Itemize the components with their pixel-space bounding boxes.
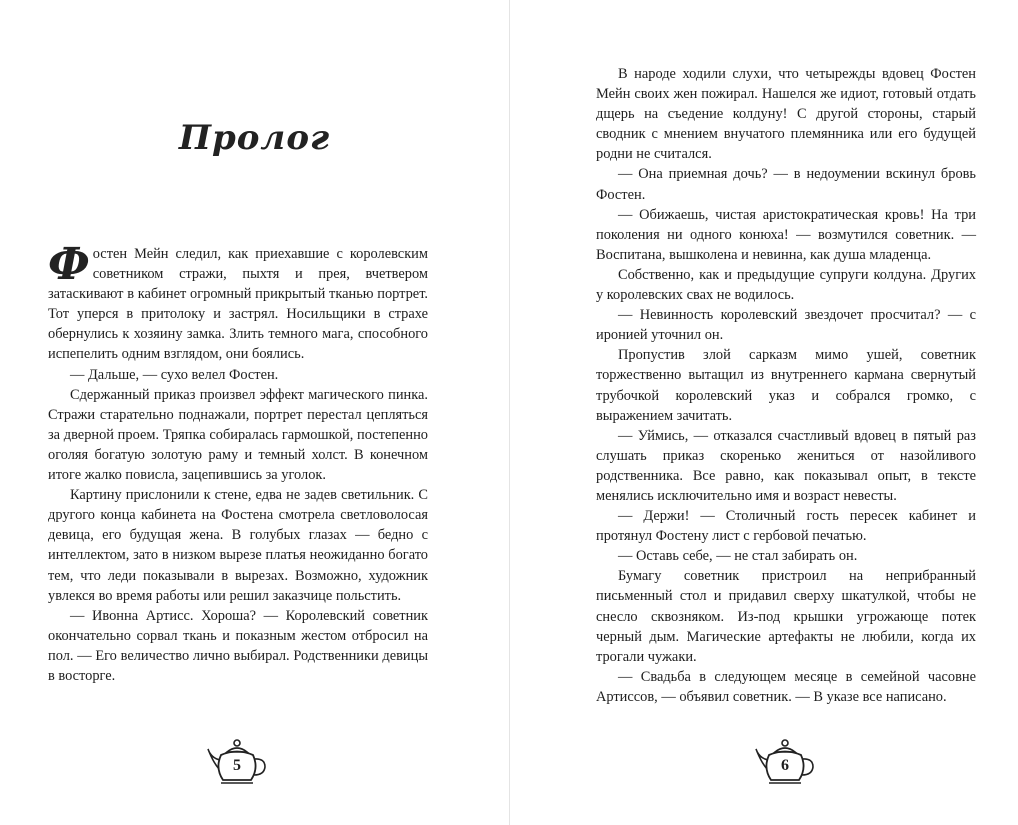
left-page-text (48, 239, 428, 686)
paragraph: Пропустив злой сарказм мимо ушей, советник торжественно вытащил из внутреннего кармана свернутый трубочкой королевский указ и собрался громко, с выражением зачитать. (596, 347, 976, 424)
paragraph: — Оставь себе, — не стал забирать он. (618, 548, 858, 565)
paragraph: — Свадьба в следующем месяце в семейной часовне Артиссов, — объявил советник. — В указе все написано. (596, 668, 976, 705)
page-number-ornament (753, 738, 817, 786)
page-number-ornament (205, 738, 269, 786)
right-page (510, 0, 1018, 825)
paragraph: Бумагу советник пристроил на неприбранный письменный стол и придавил сверху шкатулкой, чтобы не снесло сквозняком. Из-под крышки угрожающе потек черный дым. Магические артефакты не любили, когда их трогали чужаки. (596, 568, 976, 665)
paragraph: — Держи! — Столичный гость пересек кабинет и протянул Фостену лист с гербовой печатью. (596, 508, 976, 545)
paragraph: — Она приемная дочь? — в недоумении вскинул бровь Фостен. (596, 166, 976, 203)
paragraph: — Дальше, — сухо велел Фостен. (70, 366, 279, 383)
page-number: 5 (233, 757, 241, 774)
drop-cap: Ф (48, 239, 90, 290)
page-number: 6 (781, 757, 789, 774)
paragraph: Картину прислонили к стене, едва не задев светильник. С другого конца кабинета на Фостена смотрела светловолосая девица, его будущая жена. В голубых глазах — бедно с интеллектом, зато в низком вырезе платья неожиданно богато тем, что леди показывали в вырезах. Возможно, художник увлекся во время работы или решил заказчице польстить. (48, 487, 428, 604)
paragraph: — Уймись, — отказался счастливый вдовец в пятый раз слушать приказ скоренько жениться от назойливого родственника. Все равно, как показывал опыт, в тексте менялись исключительно имя и возраст невесты. (596, 427, 976, 504)
paragraph: — Обижаешь, чистая аристократическая кровь! На три поколения ни одного конюха! — возмутился советник. — Воспитана, вышколена и невинна, как душа младенца. (596, 206, 976, 263)
right-page-text (596, 64, 976, 707)
chapter-title: Пролог (178, 118, 331, 158)
paragraph (48, 239, 428, 365)
paragraph: — Ивонна Артисс. Хороша? — Королевский советник окончательно сорвал ткань и показным жестом отбросил на пол. — Его величество лично выбирал. Родственники девицы в восторге. (48, 607, 428, 684)
paragraph: Собственно, как и предыдущие супруги колдуна. Других у королевских свах не водилось. (596, 266, 976, 304)
paragraph: — Невинность королевский звездочет просчитал? — с иронией уточнил он. (596, 307, 976, 344)
paragraph: Сдержанный приказ произвел эффект магического пинка. Стражи старательно поднажали, портрет перестал цепляться за дверной проем. Тряпка собиралась гармошкой, постепенно оголяя богатую золотую раму и темный холст. В конечном итоге жалко повисла, зацепившись за уголок. (48, 386, 428, 484)
paragraph-text: остен Мейн следил, как приехавшие с королевским советником стражи, пыхтя и прея, вчетвером затаскивают в кабинет огромный прикрытый тканью портрет. Тот уперся в притолоку и застрял. Носильщики в страхе обернулись к хозяину замка. Злить темного мага, способного испепелить одним взглядом, они боялись. (48, 246, 428, 363)
paragraph: В народе ходили слухи, что четырежды вдовец Фостен Мейн своих жен пожирал. Нашелся же идиот, готовый отдать дщерь на съедение колдуну! С другой стороны, старый сводник с мнением внучатого племянника или его будущей родни не считался. (596, 66, 976, 163)
